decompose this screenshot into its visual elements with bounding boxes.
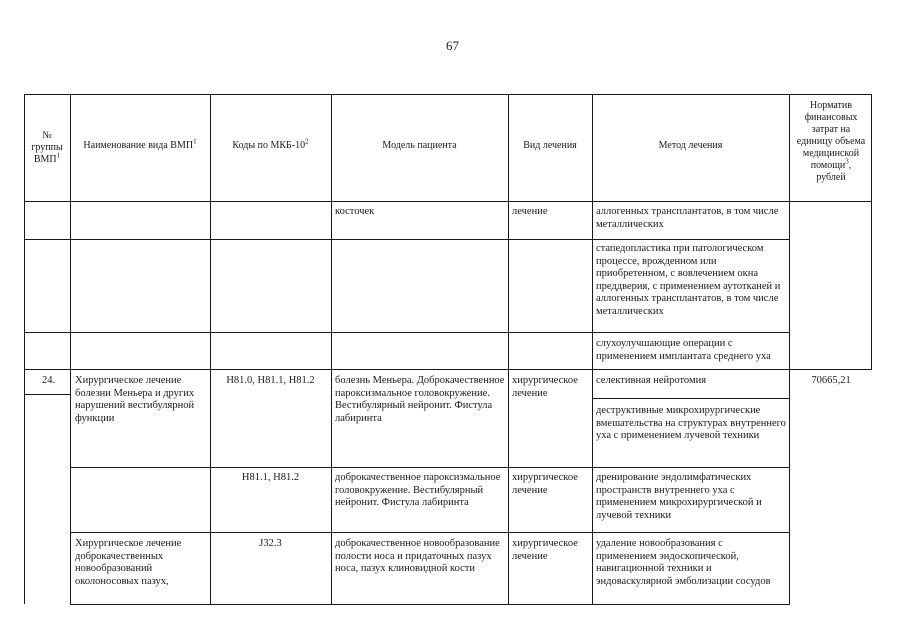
header-divider (24, 201, 872, 202)
header-icd-codes: Коды по МКБ-$10^2$ (232, 137, 309, 151)
column-divider (70, 94, 71, 605)
header-cost-norm: Норматив финансовых затрат на единицу объема медицинской помощи$^3$, рублей (796, 100, 866, 183)
cell-treatment-method: стапедопластика при патологическом процессе, врожденном или приобретенном, с вовлечением окна преддверия, с применением аутотканей и аллогенных трансплантатов, в том числе металлических (596, 243, 781, 317)
column-divider (508, 94, 509, 605)
column-divider (789, 94, 790, 605)
cell-group-number: 24. (42, 375, 56, 386)
row-divider (70, 467, 789, 468)
header-patient-model: Модель пациента (382, 140, 457, 151)
cell-treatment-type: хирургическое лечение (512, 472, 578, 496)
cell-patient-model: доброкачественное новообразование полости носа и придаточных пазух носа, пазух клиновидной кости (335, 538, 500, 574)
header-group-number: № группы ВМП$^1$ (31, 130, 63, 165)
table-border-top (24, 94, 872, 95)
vmp-table (24, 94, 872, 606)
column-divider (210, 94, 211, 605)
cell-treatment-method: слухоулучшающие операции с применением имплантата среднего уха (596, 338, 771, 362)
column-divider (592, 94, 593, 605)
cell-patient-model: косточек (335, 206, 375, 217)
cell-patient-model: доброкачественное пароксизмальное головокружение. Вестибулярный нейронит. Фистула лабиринта (335, 472, 501, 508)
row-divider (70, 532, 789, 533)
header-treatment-method: Метод лечения (658, 140, 723, 151)
header-vmp-name: Наименование вида ВМП$^1$ (83, 137, 197, 151)
header-treatment-type: Вид лечения (523, 140, 577, 151)
row-divider (24, 239, 789, 240)
table-border-right (871, 94, 872, 370)
cell-treatment-method: деструктивные микрохирургические вмешательства на структурах внутреннего уха с применением лучевой техники (596, 405, 786, 441)
cell-icd-codes: H81.0, H81.1, H81.2 (226, 375, 315, 386)
cell-vmp-name: Хирургическое лечение доброкачественных новообразований околоносовых пазух, (75, 538, 182, 587)
column-divider (331, 94, 332, 605)
row-divider (592, 398, 789, 399)
cell-treatment-type: хирургическое лечение (512, 375, 578, 399)
row-divider (24, 369, 872, 370)
page-number: 67 (446, 38, 459, 53)
cell-treatment-method: удаление новообразования с применением эндоскопической, навигационной техники и эндоваскулярной эмболизации сосудов (596, 538, 771, 587)
row-divider (24, 332, 789, 333)
cell-treatment-method: селективная нейротомия (596, 375, 707, 386)
cell-treatment-type: лечение (512, 206, 548, 217)
cell-treatment-method: дренирование эндолимфатических пространств внутреннего уха с применением микрохирургической и лучевой техники (596, 472, 762, 521)
cell-cost-norm: 70665,21 (811, 375, 851, 386)
cell-treatment-type: хирургическое лечение (512, 538, 578, 562)
row-divider (24, 394, 70, 395)
cell-treatment-method: аллогенных трансплантатов, в том числе металлических (596, 206, 779, 230)
cell-icd-codes: H81.1, H81.2 (241, 472, 300, 483)
cell-vmp-name: Хирургическое лечение болезни Меньера и других нарушений вестибулярной функции (75, 375, 195, 424)
cell-patient-model: болезнь Меньера. Доброкачественное пароксизмальное головокружение. Вестибулярный нейронит. Фистула лабиринта (335, 375, 505, 424)
table-border-bottom (70, 604, 789, 605)
table-border-left (24, 94, 25, 604)
cell-icd-codes: J32.3 (259, 538, 282, 549)
